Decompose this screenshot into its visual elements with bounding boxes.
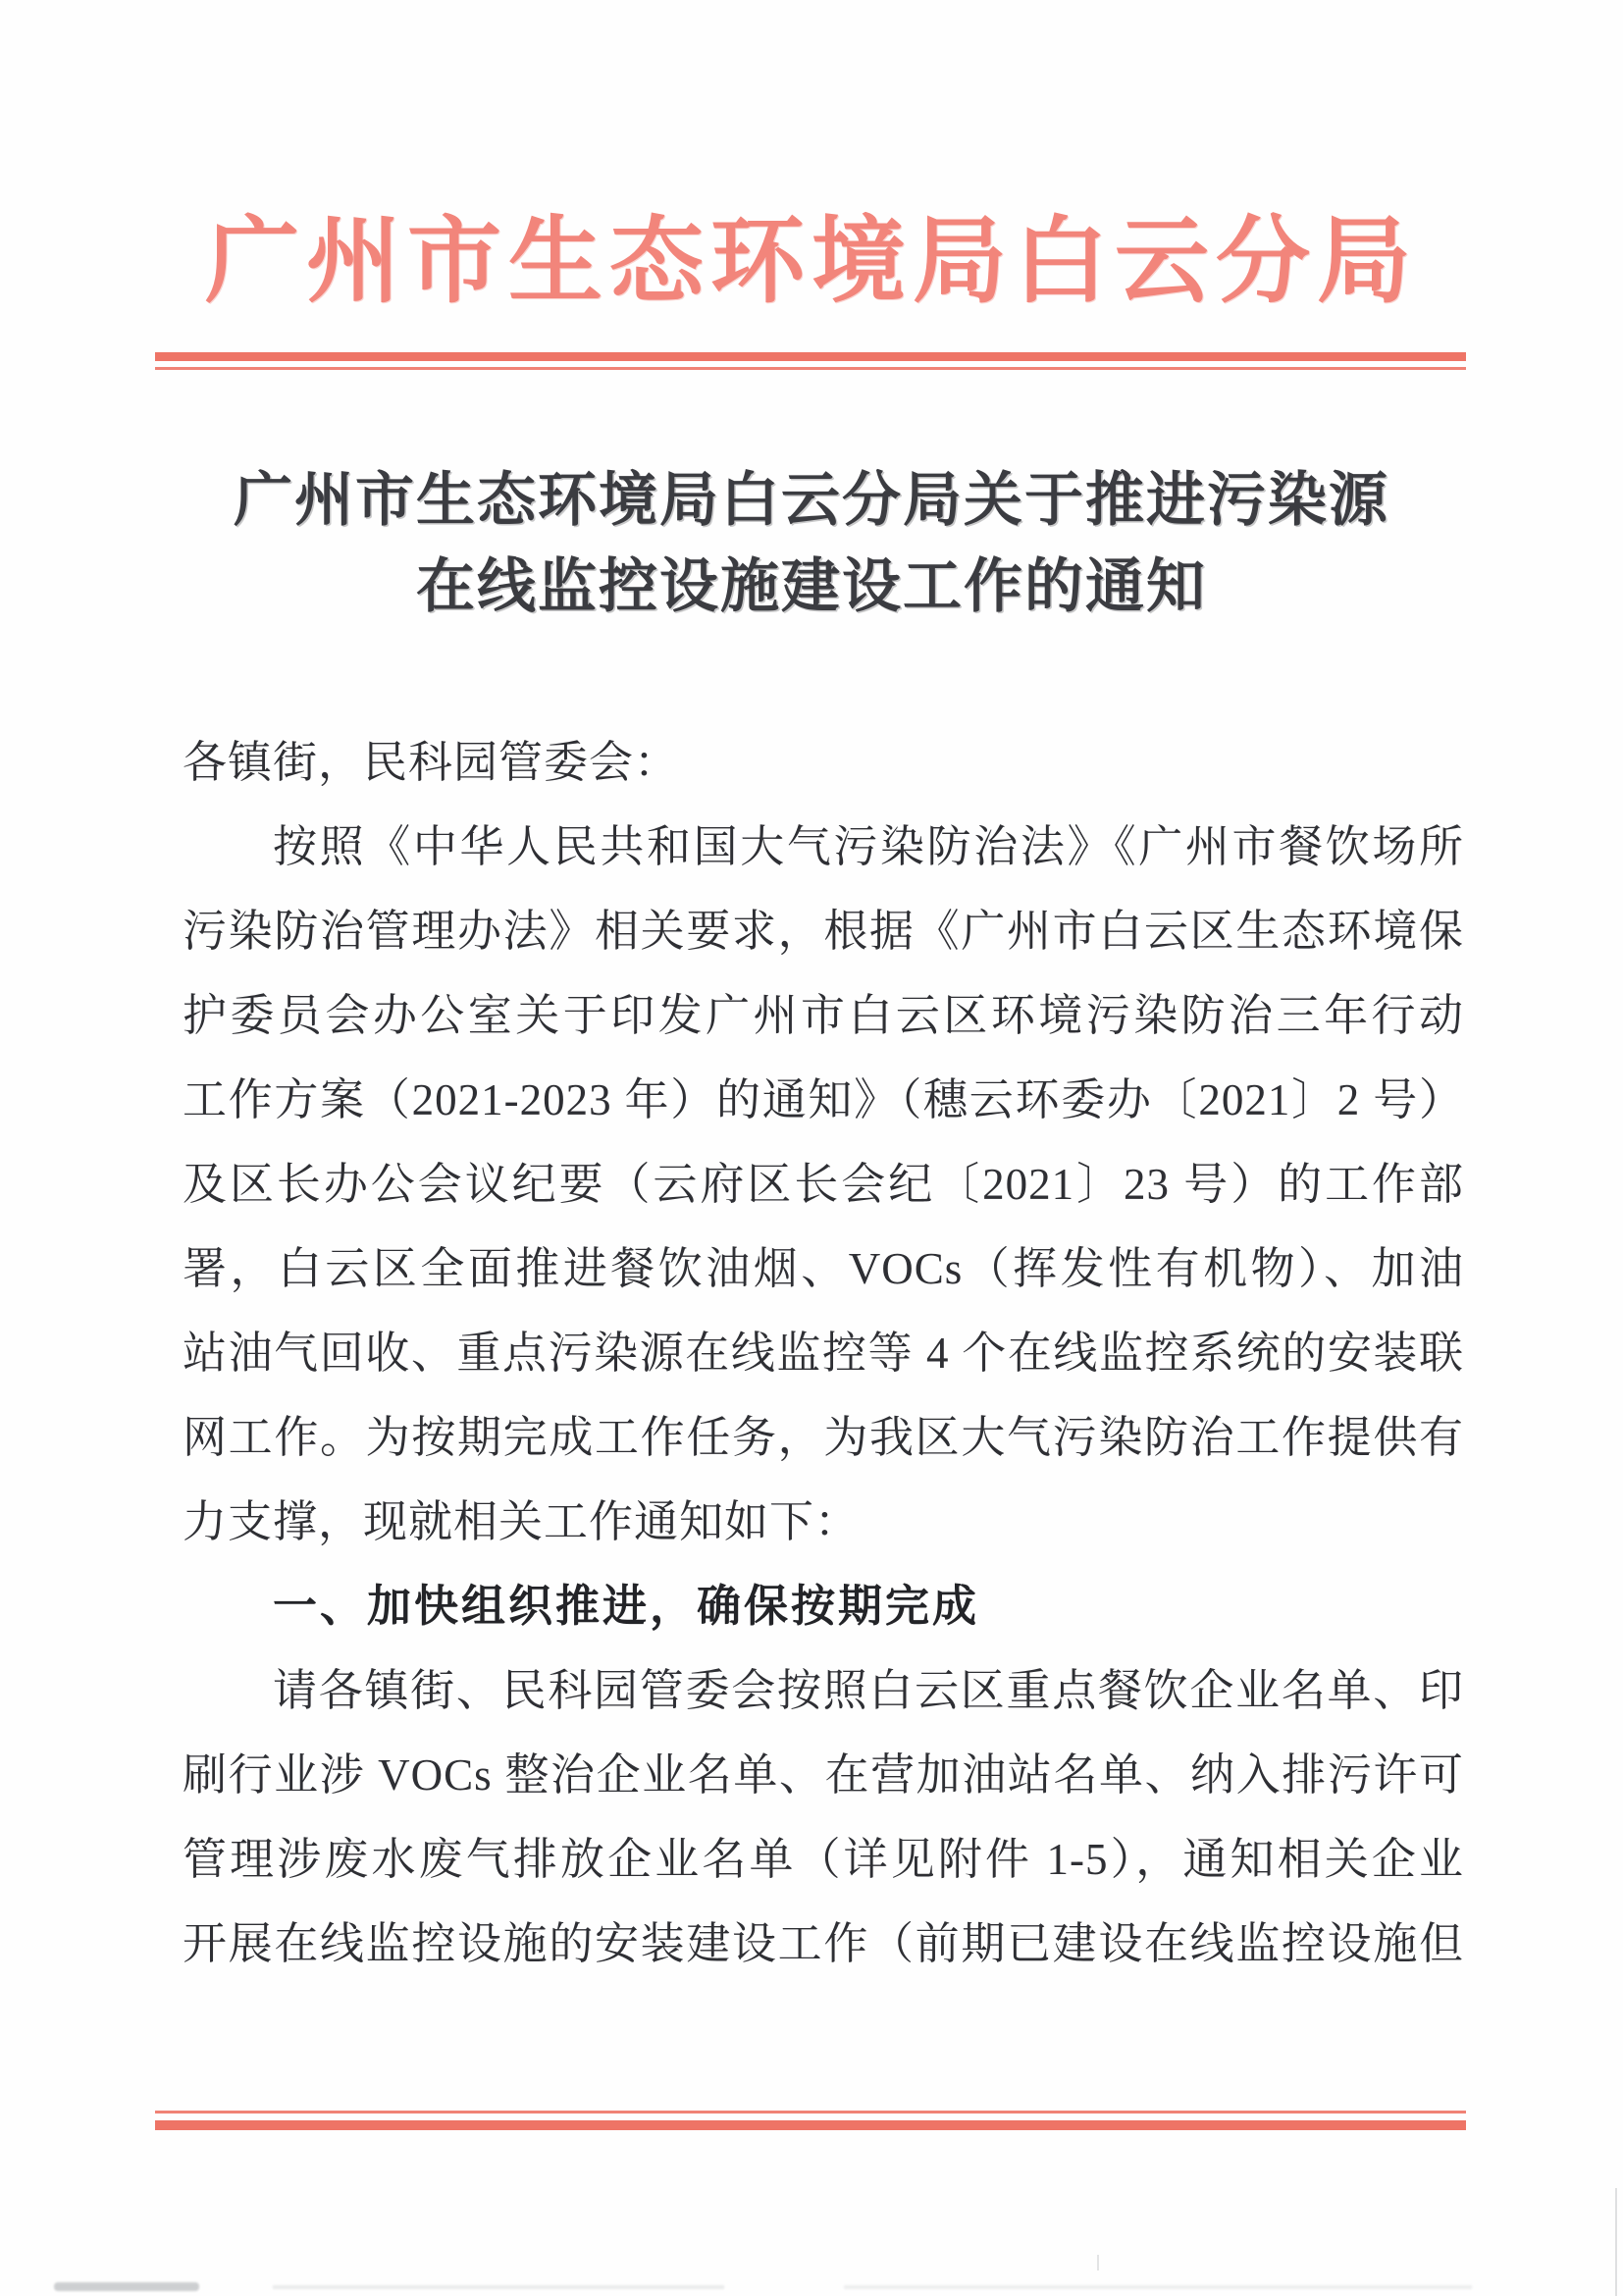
scan-artifact [1097, 2255, 1099, 2270]
body-line: 污染防治管理办法》相关要求，根据《广州市白云区生态环境保 [183, 907, 1464, 956]
body-line: 请各镇街、民科园管委会按照白云区重点餐饮企业名单、印 [273, 1666, 1464, 1715]
body-line: 按照《中华人民共和国大气污染防治法》《广州市餐饮场所 [273, 822, 1464, 871]
letterhead-rule-thick [155, 352, 1466, 361]
scan-artifact [273, 2285, 724, 2289]
letterhead-rule-thin [155, 367, 1466, 370]
body-line: 刷行业涉 VOCs 整治企业名单、在营加油站名单、纳入排污许可 [183, 1750, 1464, 1800]
body-line: 站油气回收、重点污染源在线监控等 4 个在线监控系统的安装联 [183, 1329, 1464, 1378]
document-title-line1: 广州市生态环境局白云分局关于推进污染源 [234, 468, 1389, 533]
body-line: 署，白云区全面推进餐饮油烟、VOCs（挥发性有机物）、加油 [183, 1244, 1464, 1293]
letterhead-title: 广州市生态环境局白云分局 [205, 209, 1418, 314]
section-heading: 一、加快组织推进，确保按期完成 [273, 1581, 980, 1631]
body-line: 及区长办公会议纪要（云府区长会纪〔2021〕23 号）的工作部 [183, 1160, 1464, 1209]
body-line: 管理涉废水废气排放企业名单（详见附件 1-5），通知相关企业 [183, 1835, 1464, 1884]
body-line: 工作方案（2021-2023 年）的通知》（穗云环委办〔2021〕2 号） [183, 1075, 1464, 1124]
scan-artifact [54, 2282, 199, 2291]
document-title [0, 457, 1623, 630]
footer-rule-thick [155, 2120, 1466, 2130]
scan-artifact [1615, 2188, 1617, 2296]
document-body [183, 720, 1464, 1986]
document-title-line2: 在线监控设施建设工作的通知 [416, 554, 1207, 619]
body-line: 开展在线监控设施的安装建设工作（前期已建设在线监控设施但 [183, 1919, 1464, 1968]
body-line: 力支撑，现就相关工作通知如下： [183, 1497, 861, 1546]
body-line: 护委员会办公室关于印发广州市白云区环境污染防治三年行动 [183, 991, 1464, 1040]
scan-artifact [844, 2285, 1472, 2289]
footer-rule-thin [155, 2111, 1466, 2113]
body-line: 网工作。为按期完成工作任务，为我区大气污染防治工作提供有 [183, 1413, 1464, 1462]
body-line: 各镇街，民科园管委会： [183, 738, 680, 787]
